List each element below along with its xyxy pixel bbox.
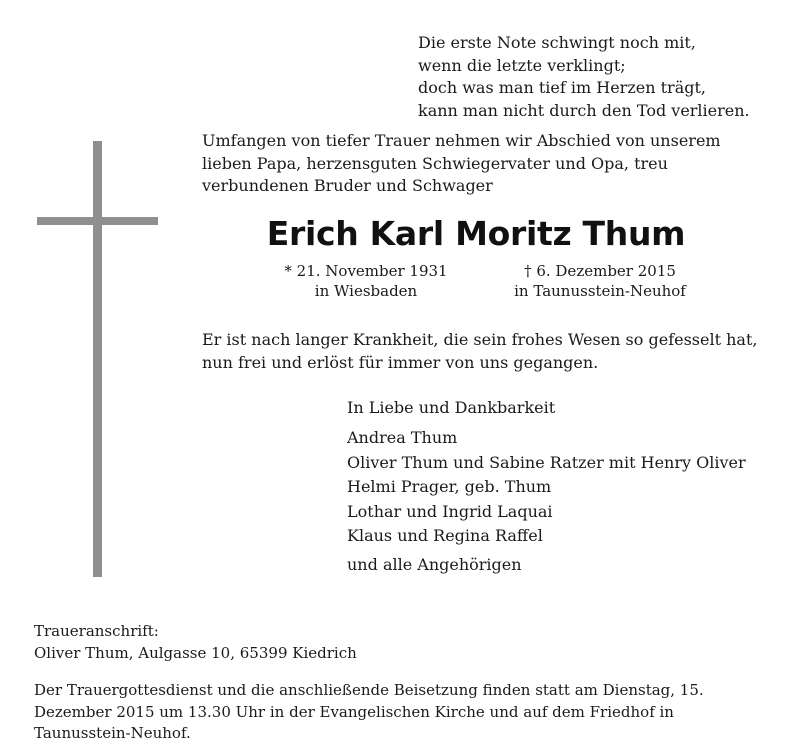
cross-icon-vertical-bar: [93, 141, 102, 577]
signature-intro: In Liebe und Dankbarkeit: [347, 398, 556, 417]
deceased-name: Erich Karl Moritz Thum: [266, 214, 686, 253]
cross-icon-horizontal-bar: [37, 217, 158, 225]
mourning-address: [34, 621, 357, 664]
family-member: Klaus und Regina Raffel: [347, 526, 543, 545]
signature-closing: und alle Angehörigen: [347, 555, 522, 574]
birth-date: * 21. November 1931: [284, 262, 448, 280]
family-list: [347, 426, 746, 549]
intro-text: Umfangen von tiefer Trauer nehmen wir Abschied von unserem lieben Papa, herzensguten Schwiegervater und Opa, treu verbundenen Bruder und Schwager: [202, 131, 721, 196]
poem: [418, 32, 750, 123]
family-member: Helmi Prager, geb. Thum: [347, 477, 552, 496]
family-member: Andrea Thum: [347, 428, 458, 447]
poem-line: doch was man tief im Herzen trägt,: [418, 78, 706, 98]
death-place: in Taunusstein-Neuhof: [514, 282, 686, 300]
poem-line: wenn die letzte verklingt;: [418, 55, 626, 75]
message-text: Er ist nach langer Krankheit, die sein frohes Wesen so gefesselt hat, nun frei und erlöst für immer von uns gegangen.: [202, 330, 758, 372]
address-label: Traueranschrift:: [34, 622, 159, 640]
birth-place: in Wiesbaden: [314, 282, 418, 300]
poem-line: kann man nicht durch den Tod verlieren.: [418, 101, 750, 121]
address-value: Oliver Thum, Aulgasse 10, 65399 Kiedrich: [34, 643, 357, 662]
death-info: [490, 261, 710, 301]
birth-info: [266, 261, 466, 301]
death-date: † 6. Dezember 2015: [524, 262, 676, 280]
family-member: Oliver Thum und Sabine Ratzer mit Henry Oliver: [347, 452, 746, 472]
service-info: Der Trauergottesdienst und die anschließende Beisetzung finden statt am Dienstag, 15. Dezember 2015 um 13.30 Uhr in der Evangelischen Kirche und auf dem Friedhof in Taunusstein-Neuhof.: [34, 681, 704, 742]
family-member: Lothar und Ingrid Laquai: [347, 501, 553, 521]
poem-line: Die erste Note schwingt noch mit,: [418, 33, 696, 52]
